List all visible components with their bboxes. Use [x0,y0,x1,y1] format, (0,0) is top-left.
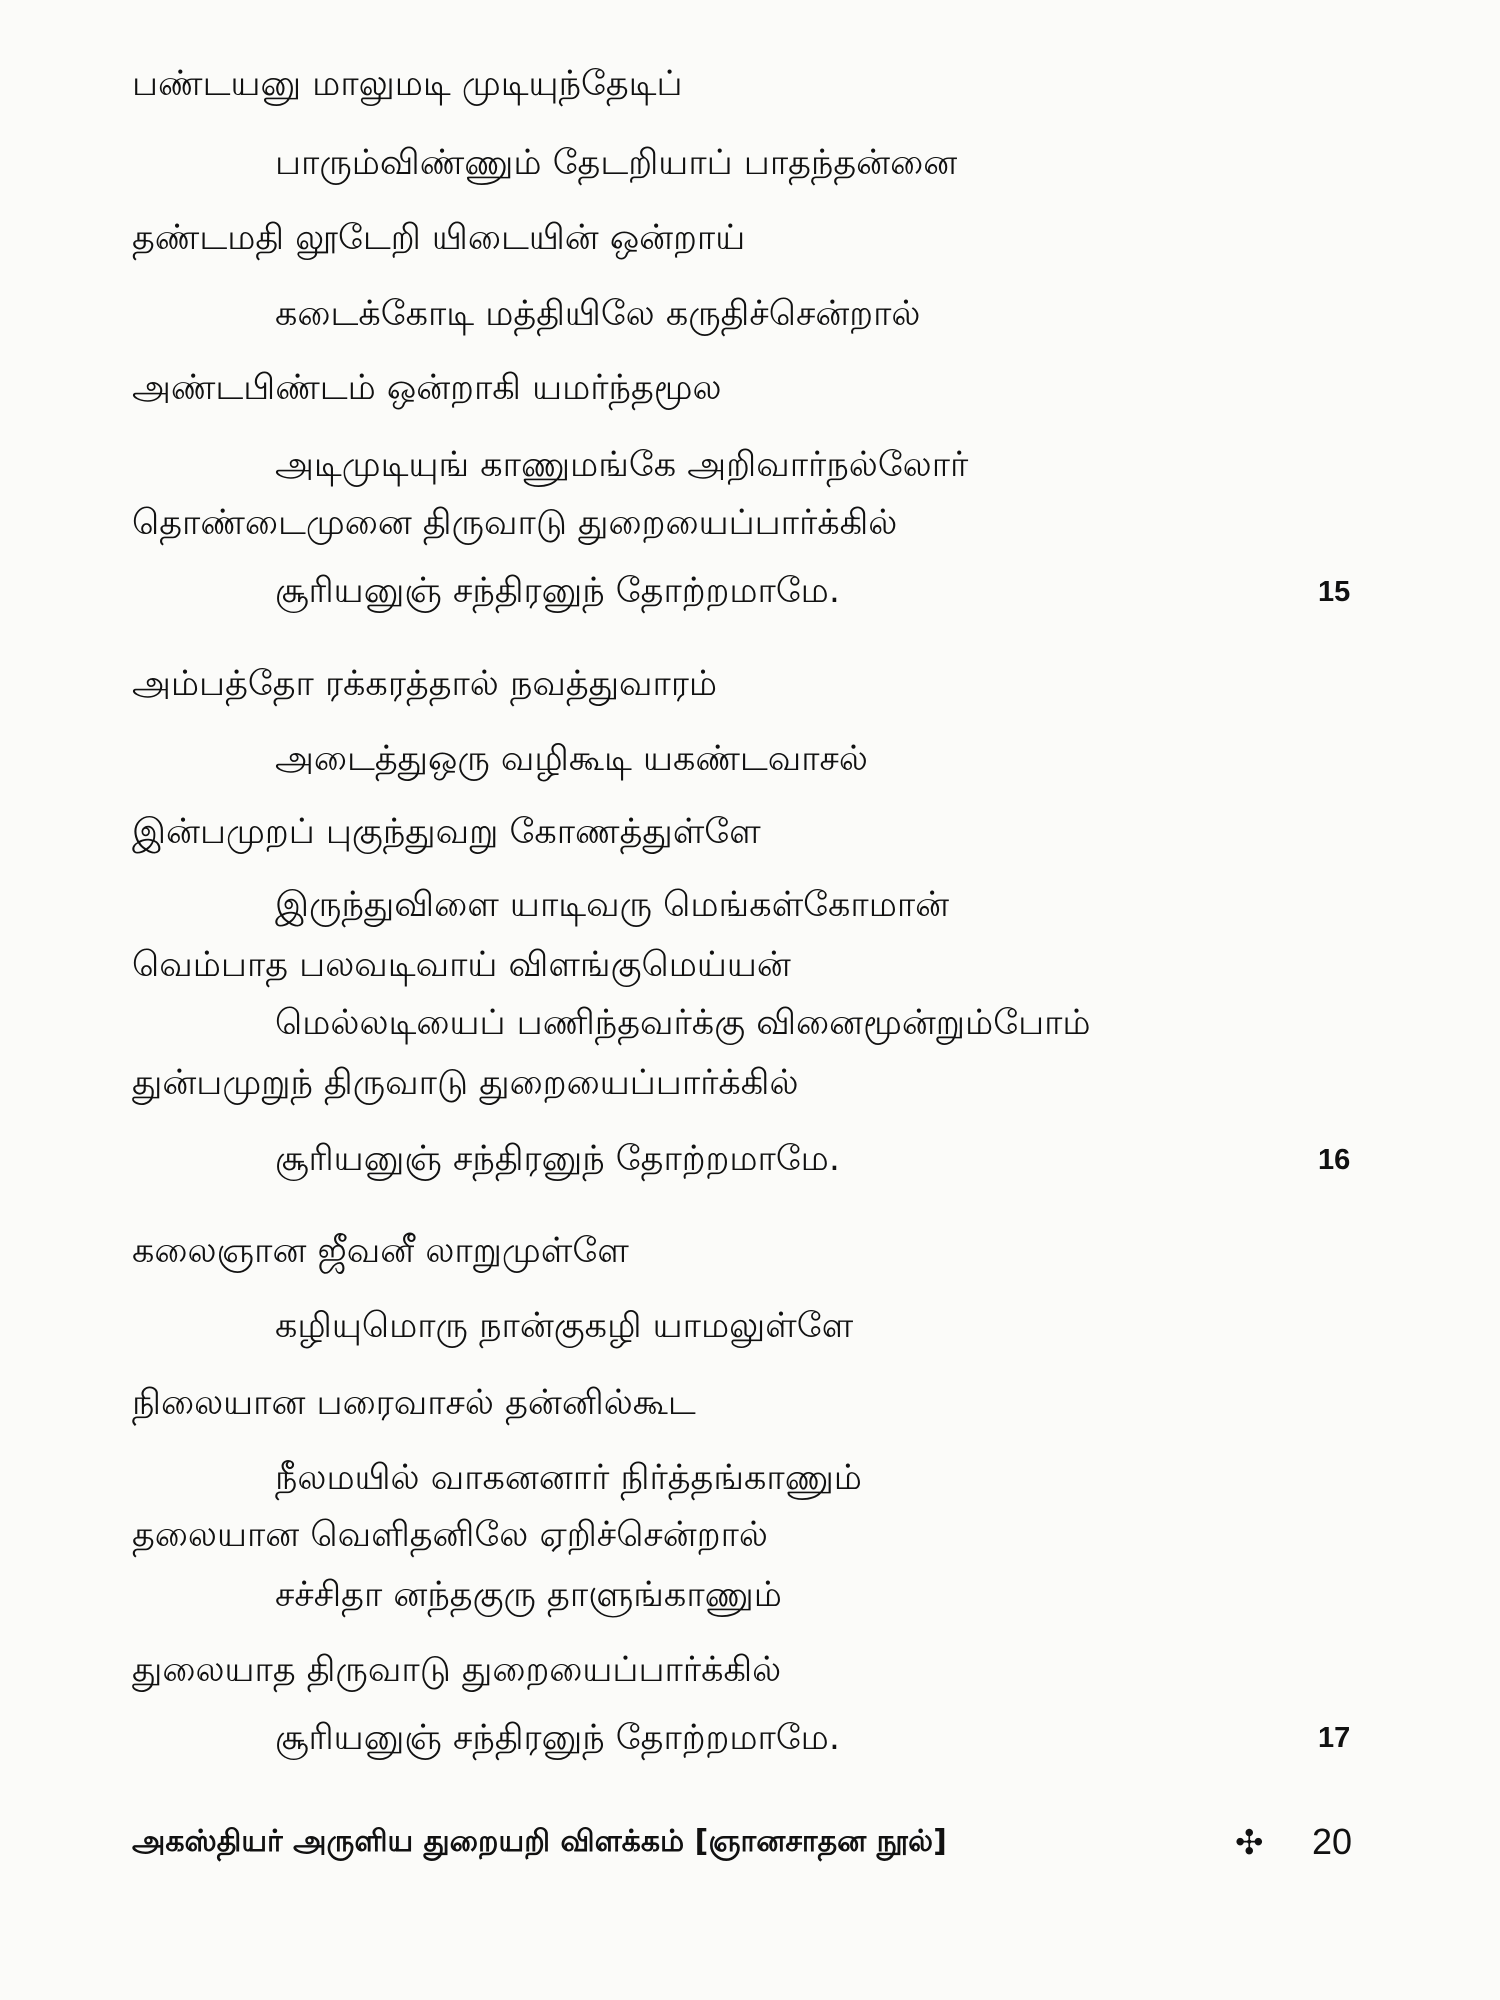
verse-line: கலைஞான ஜீவனீ லாறுமுள்ளே [132,1231,629,1271]
verse-line: இருந்துவிளை யாடிவரு மெங்கள்கோமான் [275,885,950,925]
verse-line: கழியுமொரு நான்குகழி யாமலுள்ளே [275,1306,854,1346]
verse-number: 15 [1318,576,1351,608]
page-number: 20 [1312,1821,1353,1862]
verse-line: அடைத்துஒரு வழிகூடி யகண்டவாசல் [275,739,868,779]
verse-line: அம்பத்தோ ரக்கரத்தால் நவத்துவாரம் [132,664,718,704]
verse-line: தொண்டைமுனை திருவாடு துறையைப்பார்க்கில் [132,503,898,543]
book-title: அகஸ்தியர் அருளிய துறையறி விளக்கம் [ஞானசாதன நூல்] [132,1824,947,1859]
page-footer [132,1820,1372,1870]
ornament-icon: ✣ [1235,1823,1264,1863]
verse-line: நீலமயில் வாகனனார் நிர்த்தங்காணும் [275,1458,862,1498]
verse-line: கடைக்கோடி மத்தியிலே கருதிச்சென்றால் [275,294,921,334]
verse-line: இன்பமுறப் புகுந்துவறு கோணத்துள்ளே [132,812,761,852]
verse-line: சச்சிதா னந்தகுரு தாளுங்காணும் [275,1575,782,1615]
verse-line: சூரியனுஞ் சந்திரனுந் தோற்றமாமே. [275,1139,840,1179]
verse-number: 16 [1318,1144,1351,1176]
verse-line: பாரும்விண்ணும் தேடறியாப் பாதந்தன்னை [275,143,958,183]
verse-line: தலையான வெளிதனிலே ஏறிச்சென்றால் [132,1515,768,1555]
verse-line: வெம்பாத பலவடிவாய் விளங்குமெய்யன் [132,945,791,985]
verse-line: துன்பமுறுந் திருவாடு துறையைப்பார்க்கில் [132,1063,799,1103]
verse-line: துலையாத திருவாடு துறையைப்பார்க்கில் [132,1650,782,1690]
verse-line: மெல்லடியைப் பணிந்தவர்க்கு வினைமூன்றும்போம் [275,1003,1091,1043]
verse-line: பண்டயனு மாலுமடி முடியுந்தேடிப் [132,64,683,104]
verse-line: அண்டபிண்டம் ஒன்றாகி யமர்ந்தமூல [132,368,722,408]
verse-line: தண்டமதி லூடேறி யிடையின் ஒன்றாய் [132,218,746,258]
verse-line: நிலையான பரைவாசல் தன்னில்கூட [132,1383,696,1423]
verse-number: 17 [1318,1722,1351,1754]
verse-line: சூரியனுஞ் சந்திரனுந் தோற்றமாமே. [275,1718,840,1758]
verse-line: அடிமுடியுங் காணுமங்கே அறிவார்நல்லோர் [275,445,969,485]
verse-line: சூரியனுஞ் சந்திரனுந் தோற்றமாமே. [275,571,840,611]
